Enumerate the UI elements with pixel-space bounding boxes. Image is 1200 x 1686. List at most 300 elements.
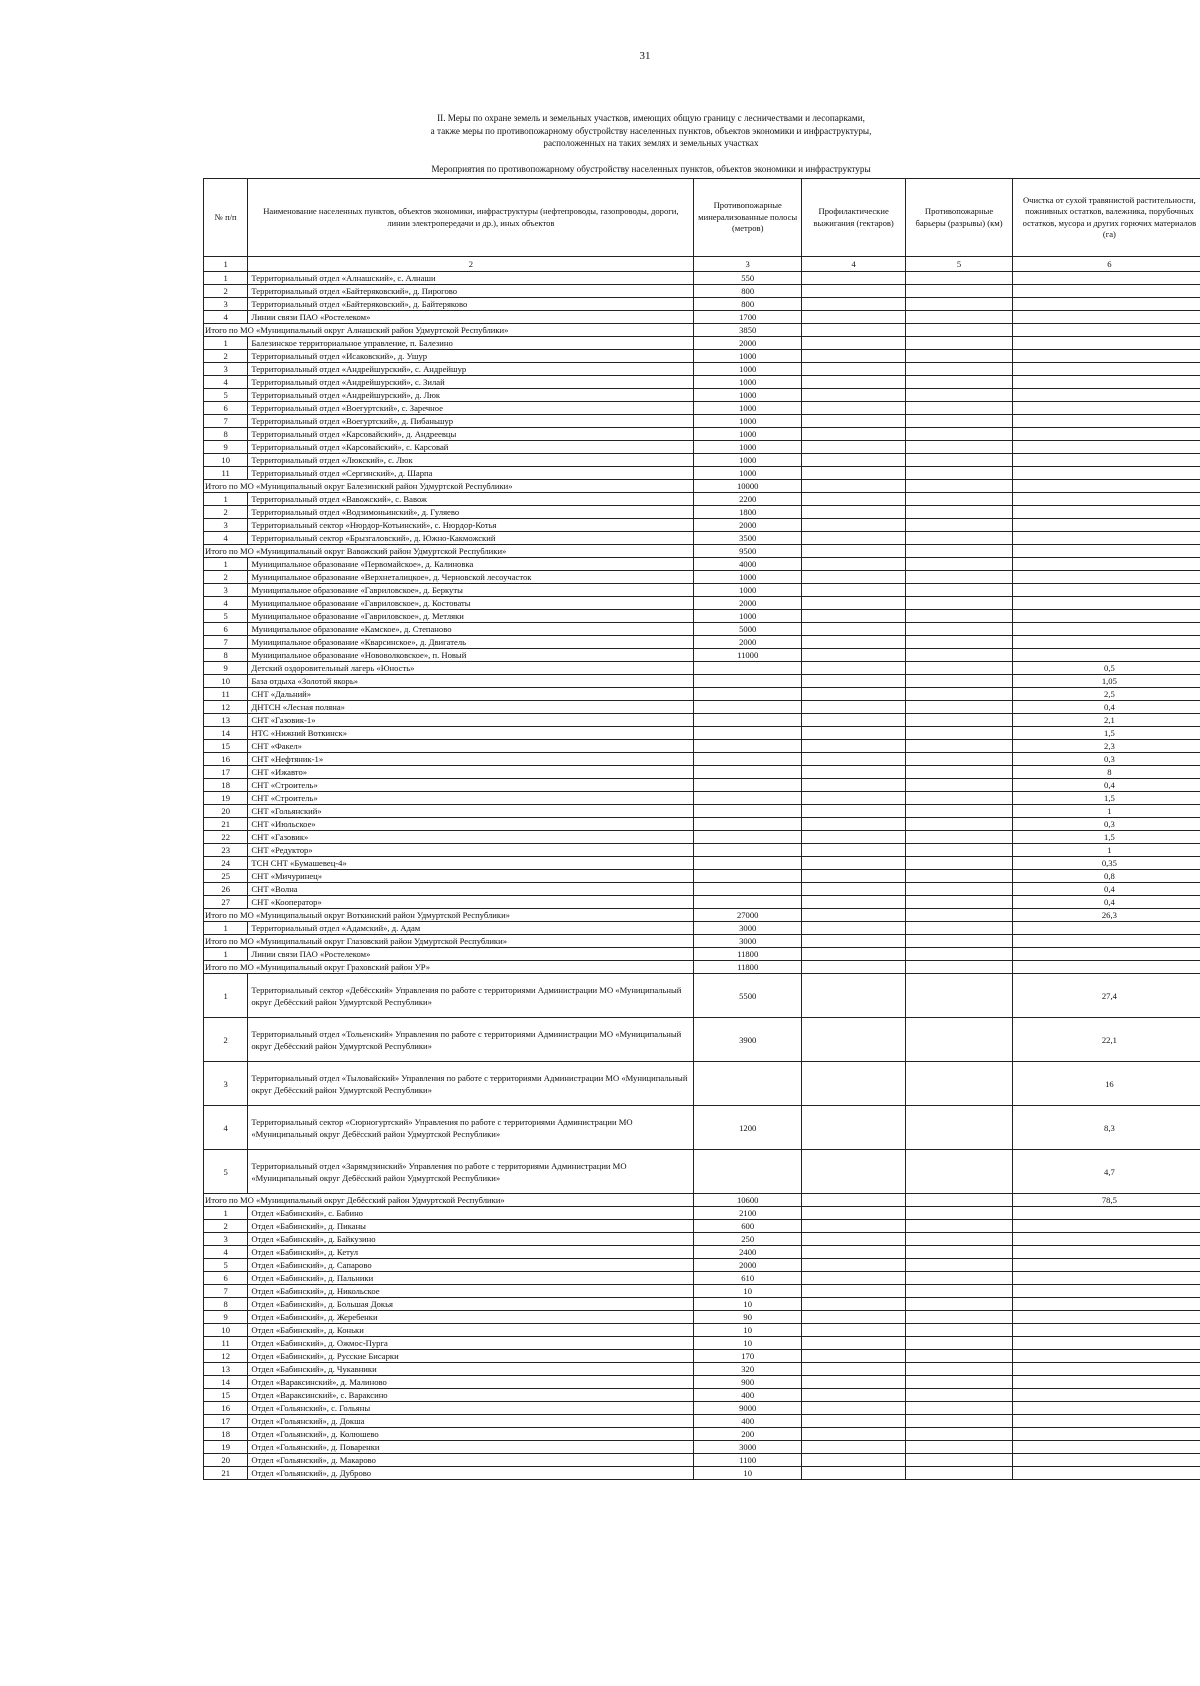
fire-barriers-cell — [906, 688, 1013, 701]
object-name-cell: Отдел «Бабинский», д. Байкузино — [248, 1233, 694, 1246]
fire-barriers-cell — [906, 415, 1013, 428]
table-row — [204, 831, 1200, 844]
firebreak-strips-cell — [694, 662, 802, 675]
object-name-cell: Отдел «Бабинский», д. Пиканы — [248, 1220, 694, 1233]
clearing-cell — [1012, 467, 1200, 480]
column-number: 2 — [248, 257, 694, 272]
table-row — [204, 636, 1200, 649]
row-number-cell: 8 — [204, 649, 248, 662]
fire-barriers-cell — [906, 584, 1013, 597]
firebreak-strips-cell: 1100 — [694, 1454, 802, 1467]
firebreak-strips-cell — [694, 740, 802, 753]
fire-barriers-cell — [906, 870, 1013, 883]
row-number-cell: 27 — [204, 896, 248, 909]
fire-barriers-cell — [906, 389, 1013, 402]
fire-barriers-cell — [906, 974, 1013, 1018]
table-row — [204, 1454, 1200, 1467]
controlled-burning-cell — [802, 285, 906, 298]
header-name: Наименование населенных пунктов, объектов экономики, инфраструктуры (нефтепроводы, газопроводы, дороги, линии электропередачи и др.), иных объектов — [248, 179, 694, 257]
header-clearing: Очистка от сухой травянистой растительности, пожнивных остатков, валежника, порубочных остатков, мусора и других горючих материалов (га) — [1012, 179, 1200, 257]
firebreak-strips-cell: 9000 — [694, 1402, 802, 1415]
object-name-cell: Территориальный сектор «Брызгаловский», д. Южно-Какможский — [248, 532, 694, 545]
controlled-burning-cell — [802, 805, 906, 818]
fire-barriers-cell — [906, 519, 1013, 532]
row-number-cell: 6 — [204, 402, 248, 415]
controlled-burning-cell — [802, 1389, 906, 1402]
object-name-cell: Отдел «Бабинский», д. Чукавники — [248, 1363, 694, 1376]
table-header — [204, 179, 1200, 272]
table-row — [204, 1220, 1200, 1233]
clearing-cell — [1012, 1324, 1200, 1337]
column-number: 3 — [694, 257, 802, 272]
row-number-cell: 5 — [204, 1259, 248, 1272]
object-name-cell: Территориальный отдел «Карсовайский», д. Андреевцы — [248, 428, 694, 441]
firebreak-strips-cell: 2000 — [694, 337, 802, 350]
object-name-cell: Отдел «Гольянский», д. Колюшево — [248, 1428, 694, 1441]
object-name-cell: Территориальный сектор «Сюрногуртский» Управления по работе с территориями Администрации МО «Муниципальный округ Дебёсский район Удмуртской Республики» — [248, 1106, 694, 1150]
controlled-burning-cell — [802, 1415, 906, 1428]
controlled-burning-cell — [802, 753, 906, 766]
fire-barriers-cell — [906, 948, 1013, 961]
heading-line-2: а также меры по противопожарному обустройству населенных пунктов, объектов экономики и инфраструктуры, — [430, 125, 872, 136]
controlled-burning-cell — [802, 714, 906, 727]
table-row — [204, 350, 1200, 363]
clearing-cell — [1012, 519, 1200, 532]
object-name-cell: Детский оздоровительный лагерь «Юность» — [248, 662, 694, 675]
controlled-burning-cell — [802, 1246, 906, 1259]
controlled-burning-cell — [802, 818, 906, 831]
fire-barriers-cell — [906, 1285, 1013, 1298]
clearing-cell — [1012, 350, 1200, 363]
firebreak-strips-cell: 1000 — [694, 584, 802, 597]
clearing-cell — [1012, 363, 1200, 376]
clearing-cell — [1012, 922, 1200, 935]
clearing-cell — [1012, 610, 1200, 623]
table-total-row — [204, 961, 1200, 974]
fire-barriers-cell — [906, 1233, 1013, 1246]
controlled-burning-cell — [802, 298, 906, 311]
fire-barriers-cell — [906, 428, 1013, 441]
object-name-cell: Муниципальное образование «Верхнеталицкое», д. Черновской лесоучасток — [248, 571, 694, 584]
column-number: 4 — [802, 257, 906, 272]
clearing-cell — [1012, 1350, 1200, 1363]
clearing-cell: 22,1 — [1012, 1018, 1200, 1062]
row-number-cell: 2 — [204, 350, 248, 363]
fire-barriers-cell — [906, 857, 1013, 870]
object-name-cell: ТСН СНТ «Бумашевец-4» — [248, 857, 694, 870]
controlled-burning-cell — [802, 610, 906, 623]
table-row — [204, 597, 1200, 610]
firebreak-strips-cell: 800 — [694, 298, 802, 311]
row-number-cell: 8 — [204, 428, 248, 441]
fire-barriers-cell — [906, 779, 1013, 792]
clearing-cell — [1012, 1246, 1200, 1259]
controlled-burning-cell — [802, 636, 906, 649]
row-number-cell: 1 — [204, 558, 248, 571]
row-number-cell: 20 — [204, 805, 248, 818]
table-caption: Мероприятия по противопожарному обустройству населенных пунктов, объектов экономики и инфраструктуры — [431, 164, 871, 174]
controlled-burning-cell — [802, 1454, 906, 1467]
firebreak-strips-cell: 90 — [694, 1311, 802, 1324]
controlled-burning-cell — [802, 1363, 906, 1376]
controlled-burning-cell — [802, 701, 906, 714]
table-row — [204, 363, 1200, 376]
row-number-cell: 17 — [204, 766, 248, 779]
header-number: № п/п — [204, 179, 248, 257]
clearing-cell — [1012, 298, 1200, 311]
table-row — [204, 1285, 1200, 1298]
total-label-cell: Итого по МО «Муниципальный округ Вавожский район Удмуртской Республики» — [204, 545, 694, 558]
row-number-cell: 6 — [204, 1272, 248, 1285]
object-name-cell: СНТ «Июльское» — [248, 818, 694, 831]
table-row — [204, 740, 1200, 753]
clearing-cell — [1012, 1233, 1200, 1246]
controlled-burning-cell — [802, 376, 906, 389]
clearing-cell: 0,35 — [1012, 857, 1200, 870]
clearing-cell: 0,4 — [1012, 896, 1200, 909]
clearing-cell: 1 — [1012, 805, 1200, 818]
table-total-row — [204, 545, 1200, 558]
controlled-burning-cell — [802, 1428, 906, 1441]
controlled-burning-cell — [802, 1259, 906, 1272]
fire-barriers-cell — [906, 714, 1013, 727]
total-label-cell: Итого по МО «Муниципальный округ Дебёсский район Удмуртской Республики» — [204, 1194, 694, 1207]
clearing-cell — [1012, 1402, 1200, 1415]
table-row — [204, 610, 1200, 623]
heading-line-3: расположенных на таких землях и земельных участках — [543, 138, 759, 148]
fire-barriers-cell — [906, 831, 1013, 844]
row-number-cell: 1 — [204, 493, 248, 506]
firebreak-strips-cell: 3500 — [694, 532, 802, 545]
table-row — [204, 1298, 1200, 1311]
controlled-burning-cell — [802, 337, 906, 350]
table-total-row — [204, 324, 1200, 337]
firebreak-strips-cell: 900 — [694, 1376, 802, 1389]
table-row — [204, 558, 1200, 571]
object-name-cell: Отдел «Бабинский», д. Никольское — [248, 1285, 694, 1298]
row-number-cell: 1 — [204, 337, 248, 350]
object-name-cell: Территориальный отдел «Вавожский», с. Вавож — [248, 493, 694, 506]
firebreak-strips-cell: 400 — [694, 1415, 802, 1428]
fire-barriers-cell — [906, 1389, 1013, 1402]
fire-barriers-cell — [906, 675, 1013, 688]
controlled-burning-cell — [802, 870, 906, 883]
firebreak-strips-cell: 9500 — [694, 545, 802, 558]
object-name-cell: СНТ «Строитель» — [248, 779, 694, 792]
firebreak-strips-cell: 2000 — [694, 597, 802, 610]
object-name-cell: СНТ «Дальний» — [248, 688, 694, 701]
row-number-cell: 11 — [204, 1337, 248, 1350]
clearing-cell — [1012, 584, 1200, 597]
firebreak-strips-cell — [694, 896, 802, 909]
fire-barriers-cell — [906, 662, 1013, 675]
firebreak-strips-cell: 1000 — [694, 415, 802, 428]
clearing-cell — [1012, 532, 1200, 545]
clearing-cell — [1012, 1272, 1200, 1285]
clearing-cell — [1012, 402, 1200, 415]
clearing-cell — [1012, 1389, 1200, 1402]
table-row — [204, 844, 1200, 857]
column-number: 5 — [906, 257, 1013, 272]
controlled-burning-cell — [802, 363, 906, 376]
firebreak-strips-cell: 11000 — [694, 649, 802, 662]
fire-barriers-cell — [906, 454, 1013, 467]
row-number-cell: 18 — [204, 1428, 248, 1441]
firebreak-strips-cell: 2400 — [694, 1246, 802, 1259]
controlled-burning-cell — [802, 857, 906, 870]
clearing-cell: 1 — [1012, 844, 1200, 857]
firebreak-strips-cell: 3000 — [694, 935, 802, 948]
fire-barriers-cell — [906, 623, 1013, 636]
clearing-cell: 0,3 — [1012, 818, 1200, 831]
table-total-row — [204, 909, 1200, 922]
row-number-cell: 15 — [204, 1389, 248, 1402]
table-row — [204, 1467, 1200, 1480]
table-row — [204, 428, 1200, 441]
object-name-cell: СНТ «Нефтяник-1» — [248, 753, 694, 766]
clearing-cell: 1,5 — [1012, 792, 1200, 805]
firebreak-strips-cell: 3000 — [694, 1441, 802, 1454]
clearing-cell — [1012, 337, 1200, 350]
fire-barriers-cell — [906, 753, 1013, 766]
controlled-burning-cell — [802, 1402, 906, 1415]
clearing-cell: 0,8 — [1012, 870, 1200, 883]
controlled-burning-cell — [802, 1062, 906, 1106]
controlled-burning-cell — [802, 1018, 906, 1062]
controlled-burning-cell — [802, 441, 906, 454]
controlled-burning-cell — [802, 623, 906, 636]
object-name-cell: СНТ «Мичуринец» — [248, 870, 694, 883]
firebreak-strips-cell: 27000 — [694, 909, 802, 922]
fire-barriers-cell — [906, 350, 1013, 363]
fire-barriers-cell — [906, 571, 1013, 584]
object-name-cell: Отдел «Бабинский», д. Пальники — [248, 1272, 694, 1285]
controlled-burning-cell — [802, 1441, 906, 1454]
row-number-cell: 7 — [204, 636, 248, 649]
table-row — [204, 883, 1200, 896]
clearing-cell: 27,4 — [1012, 974, 1200, 1018]
table-row — [204, 896, 1200, 909]
page-number: 31 — [639, 50, 651, 62]
table-row — [204, 701, 1200, 714]
fire-barriers-cell — [906, 506, 1013, 519]
clearing-cell — [1012, 285, 1200, 298]
row-number-cell: 3 — [204, 298, 248, 311]
object-name-cell: Отдел «Бабинский», д. Большая Докья — [248, 1298, 694, 1311]
fire-barriers-cell — [906, 402, 1013, 415]
clearing-cell: 1,05 — [1012, 675, 1200, 688]
controlled-burning-cell — [802, 402, 906, 415]
clearing-cell — [1012, 493, 1200, 506]
object-name-cell: СНТ «Газовик» — [248, 831, 694, 844]
table-row — [204, 285, 1200, 298]
clearing-cell — [1012, 1415, 1200, 1428]
table-row — [204, 1018, 1200, 1062]
controlled-burning-cell — [802, 1337, 906, 1350]
row-number-cell: 2 — [204, 285, 248, 298]
row-number-cell: 1 — [204, 974, 248, 1018]
firebreak-strips-cell: 1000 — [694, 363, 802, 376]
total-label-cell: Итого по МО «Муниципальный округ Балезинский район Удмуртской Республики» — [204, 480, 694, 493]
row-number-cell: 26 — [204, 883, 248, 896]
controlled-burning-cell — [802, 675, 906, 688]
fire-barriers-cell — [906, 532, 1013, 545]
controlled-burning-cell — [802, 896, 906, 909]
object-name-cell: Территориальный отдел «Сергинский», д. Шарпа — [248, 467, 694, 480]
fire-barriers-cell — [906, 1150, 1013, 1194]
row-number-cell: 9 — [204, 662, 248, 675]
fire-barriers-cell — [906, 740, 1013, 753]
fire-barriers-cell — [906, 701, 1013, 714]
clearing-cell — [1012, 1428, 1200, 1441]
object-name-cell: Муниципальное образование «Первомайское», д. Калиновка — [248, 558, 694, 571]
object-name-cell: Территориальный отдел «Воегуртский», д. Пибаньшур — [248, 415, 694, 428]
clearing-cell — [1012, 545, 1200, 558]
table-row — [204, 1350, 1200, 1363]
column-number-row — [204, 257, 1200, 272]
row-number-cell: 25 — [204, 870, 248, 883]
object-name-cell: Муниципальное образование «Гавриловское», д. Метляки — [248, 610, 694, 623]
table-row — [204, 584, 1200, 597]
firebreak-strips-cell: 1000 — [694, 350, 802, 363]
table-row — [204, 675, 1200, 688]
clearing-cell: 2,3 — [1012, 740, 1200, 753]
table-row — [204, 519, 1200, 532]
object-name-cell: Отдел «Бабинский», д. Русские Бисарки — [248, 1350, 694, 1363]
table-row — [204, 623, 1200, 636]
clearing-cell — [1012, 1311, 1200, 1324]
firebreak-strips-cell — [694, 753, 802, 766]
firebreak-strips-cell: 10 — [694, 1298, 802, 1311]
controlled-burning-cell — [802, 1285, 906, 1298]
clearing-cell — [1012, 571, 1200, 584]
firebreak-strips-cell — [694, 1062, 802, 1106]
fire-barriers-cell — [906, 1259, 1013, 1272]
table-row — [204, 376, 1200, 389]
controlled-burning-cell — [802, 571, 906, 584]
controlled-burning-cell — [802, 519, 906, 532]
controlled-burning-cell — [802, 1324, 906, 1337]
firebreak-strips-cell: 4000 — [694, 558, 802, 571]
object-name-cell: Линии связи ПАО «Ростелеком» — [248, 948, 694, 961]
clearing-cell — [1012, 272, 1200, 285]
row-number-cell: 23 — [204, 844, 248, 857]
header-row — [204, 179, 1200, 257]
object-name-cell: Муниципальное образование «Кварсинское», д. Двигатель — [248, 636, 694, 649]
table-row — [204, 727, 1200, 740]
object-name-cell: СНТ «Факел» — [248, 740, 694, 753]
table-row — [204, 1402, 1200, 1415]
clearing-cell — [1012, 480, 1200, 493]
row-number-cell: 11 — [204, 467, 248, 480]
controlled-burning-cell — [802, 532, 906, 545]
table-row — [204, 1062, 1200, 1106]
firebreak-strips-cell — [694, 805, 802, 818]
object-name-cell: Муниципальное образование «Гавриловское», д. Костоваты — [248, 597, 694, 610]
firebreak-strips-cell — [694, 857, 802, 870]
firebreak-strips-cell: 600 — [694, 1220, 802, 1233]
column-number: 6 — [1012, 257, 1200, 272]
object-name-cell: Муниципальное образование «Нововолковское», п. Новый — [248, 649, 694, 662]
fire-barriers-cell — [906, 1272, 1013, 1285]
object-name-cell: Отдел «Гольянский», д. Дуброво — [248, 1467, 694, 1480]
object-name-cell: Территориальный отдел «Адамский», д. Адам — [248, 922, 694, 935]
fire-barriers-cell — [906, 922, 1013, 935]
table-row — [204, 779, 1200, 792]
fire-barriers-cell — [906, 480, 1013, 493]
object-name-cell: Отдел «Бабинский», д. Ожмос-Пурга — [248, 1337, 694, 1350]
table-row — [204, 974, 1200, 1018]
table-row — [204, 311, 1200, 324]
fire-barriers-cell — [906, 1350, 1013, 1363]
table-row — [204, 1376, 1200, 1389]
row-number-cell: 4 — [204, 1106, 248, 1150]
row-number-cell: 1 — [204, 922, 248, 935]
fire-barriers-cell — [906, 1246, 1013, 1259]
controlled-burning-cell — [802, 311, 906, 324]
firebreak-strips-cell: 3000 — [694, 922, 802, 935]
fire-barriers-cell — [906, 1376, 1013, 1389]
clearing-cell — [1012, 558, 1200, 571]
table-row — [204, 571, 1200, 584]
fire-barriers-cell — [906, 727, 1013, 740]
table-row — [204, 272, 1200, 285]
object-name-cell: Отдел «Гольянский», д. Макарово — [248, 1454, 694, 1467]
fire-barriers-cell — [906, 1467, 1013, 1480]
controlled-burning-cell — [802, 1106, 906, 1150]
controlled-burning-cell — [802, 493, 906, 506]
firebreak-strips-cell: 1000 — [694, 454, 802, 467]
row-number-cell: 18 — [204, 779, 248, 792]
controlled-burning-cell — [802, 935, 906, 948]
controlled-burning-cell — [802, 1194, 906, 1207]
fire-barriers-cell — [906, 597, 1013, 610]
row-number-cell: 24 — [204, 857, 248, 870]
table-row — [204, 493, 1200, 506]
row-number-cell: 12 — [204, 1350, 248, 1363]
firebreak-strips-cell: 250 — [694, 1233, 802, 1246]
table-row — [204, 1337, 1200, 1350]
fire-barriers-cell — [906, 883, 1013, 896]
firebreak-strips-cell: 170 — [694, 1350, 802, 1363]
firebreak-strips-cell — [694, 727, 802, 740]
row-number-cell: 3 — [204, 584, 248, 597]
fire-barriers-cell — [906, 1298, 1013, 1311]
firebreak-strips-cell: 610 — [694, 1272, 802, 1285]
header-firebreak-strips: Противопожарные минерализованные полосы (метров) — [694, 179, 802, 257]
controlled-burning-cell — [802, 272, 906, 285]
fire-barriers-cell — [906, 610, 1013, 623]
object-name-cell: Территориальный сектор «Дебёсский» Управления по работе с территориями Администрации МО «Муниципальный округ Дебёсский район Удмуртской Республики» — [248, 974, 694, 1018]
table-row — [204, 506, 1200, 519]
table-row — [204, 1246, 1200, 1259]
table-row — [204, 441, 1200, 454]
row-number-cell: 5 — [204, 610, 248, 623]
table-row — [204, 1233, 1200, 1246]
controlled-burning-cell — [802, 727, 906, 740]
controlled-burning-cell — [802, 961, 906, 974]
fire-barriers-cell — [906, 1454, 1013, 1467]
controlled-burning-cell — [802, 597, 906, 610]
clearing-cell: 8,3 — [1012, 1106, 1200, 1150]
table-row — [204, 662, 1200, 675]
table-row — [204, 792, 1200, 805]
controlled-burning-cell — [802, 909, 906, 922]
firebreak-strips-cell: 5000 — [694, 623, 802, 636]
fire-barriers-cell — [906, 493, 1013, 506]
controlled-burning-cell — [802, 948, 906, 961]
fire-barriers-cell — [906, 649, 1013, 662]
